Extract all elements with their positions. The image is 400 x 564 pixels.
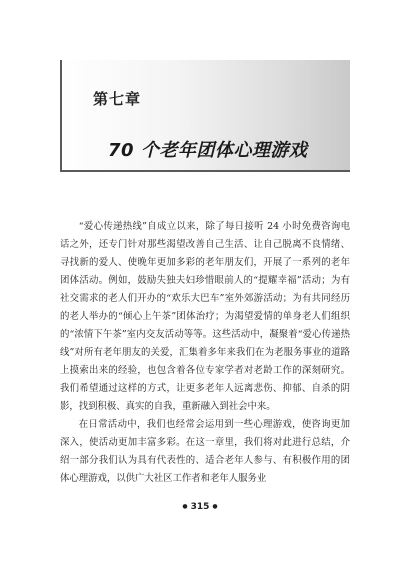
body-text: [60, 218, 350, 488]
page-number-dot-right: ●: [212, 503, 218, 510]
page-number-value: 315: [190, 502, 210, 512]
page-number-dot-left: ●: [182, 503, 188, 510]
chapter-label: 第七章: [93, 90, 142, 108]
chapter-title: 70 个老年团体心理游戏: [108, 140, 308, 161]
page-number: [0, 502, 400, 512]
header-left-rule: [60, 60, 62, 172]
body-paragraph-2: 在日常活动中，我们也经常会运用到一些心理游戏，使咨询更加深入，使活动更加丰富多彩。在这一章里，我们将对此进行总结，介绍一部分我们认为具有代表性的、适合老年人参与、有积极作用的团体心理游戏，以供广大社区工作者和老年人服务业: [60, 419, 350, 484]
body-paragraph-1: “爱心传递热线”自成立以来，除了每日接听 24 小时免费咨询电话之外，还专门针对那些渴望改善自己生活、让自己脱离不良情绪、寻找新的爱人、使晚年更加多彩的老年朋友们，开展了一系列的老年团体活动。例如，鼓励失独夫妇珍惜眼前人的“提耀幸福”活动；为有社交需求的老人们开办的“欢乐大巴车”室外郊游活动；为有共同经历的老人举办的“倾心上午茶”团体治疗；为渴望爱情的单身老人们组织的“浓情下午茶”室内交友活动等等。这些活动中，凝聚着“爱心传递热线”对所有老年朋友的关爱，汇集着多年来我们在为老服务事业的道路上摸索出来的经验，也包含着各位专家学者对老龄工作的深刻研究。我们希望通过这样的方式，让更多老年人远离悲伤、抑郁、自杀的阴影，找到积极、真实的自我，重新融入到社会中来。: [60, 221, 350, 412]
header-bottom-rule: [60, 170, 350, 172]
